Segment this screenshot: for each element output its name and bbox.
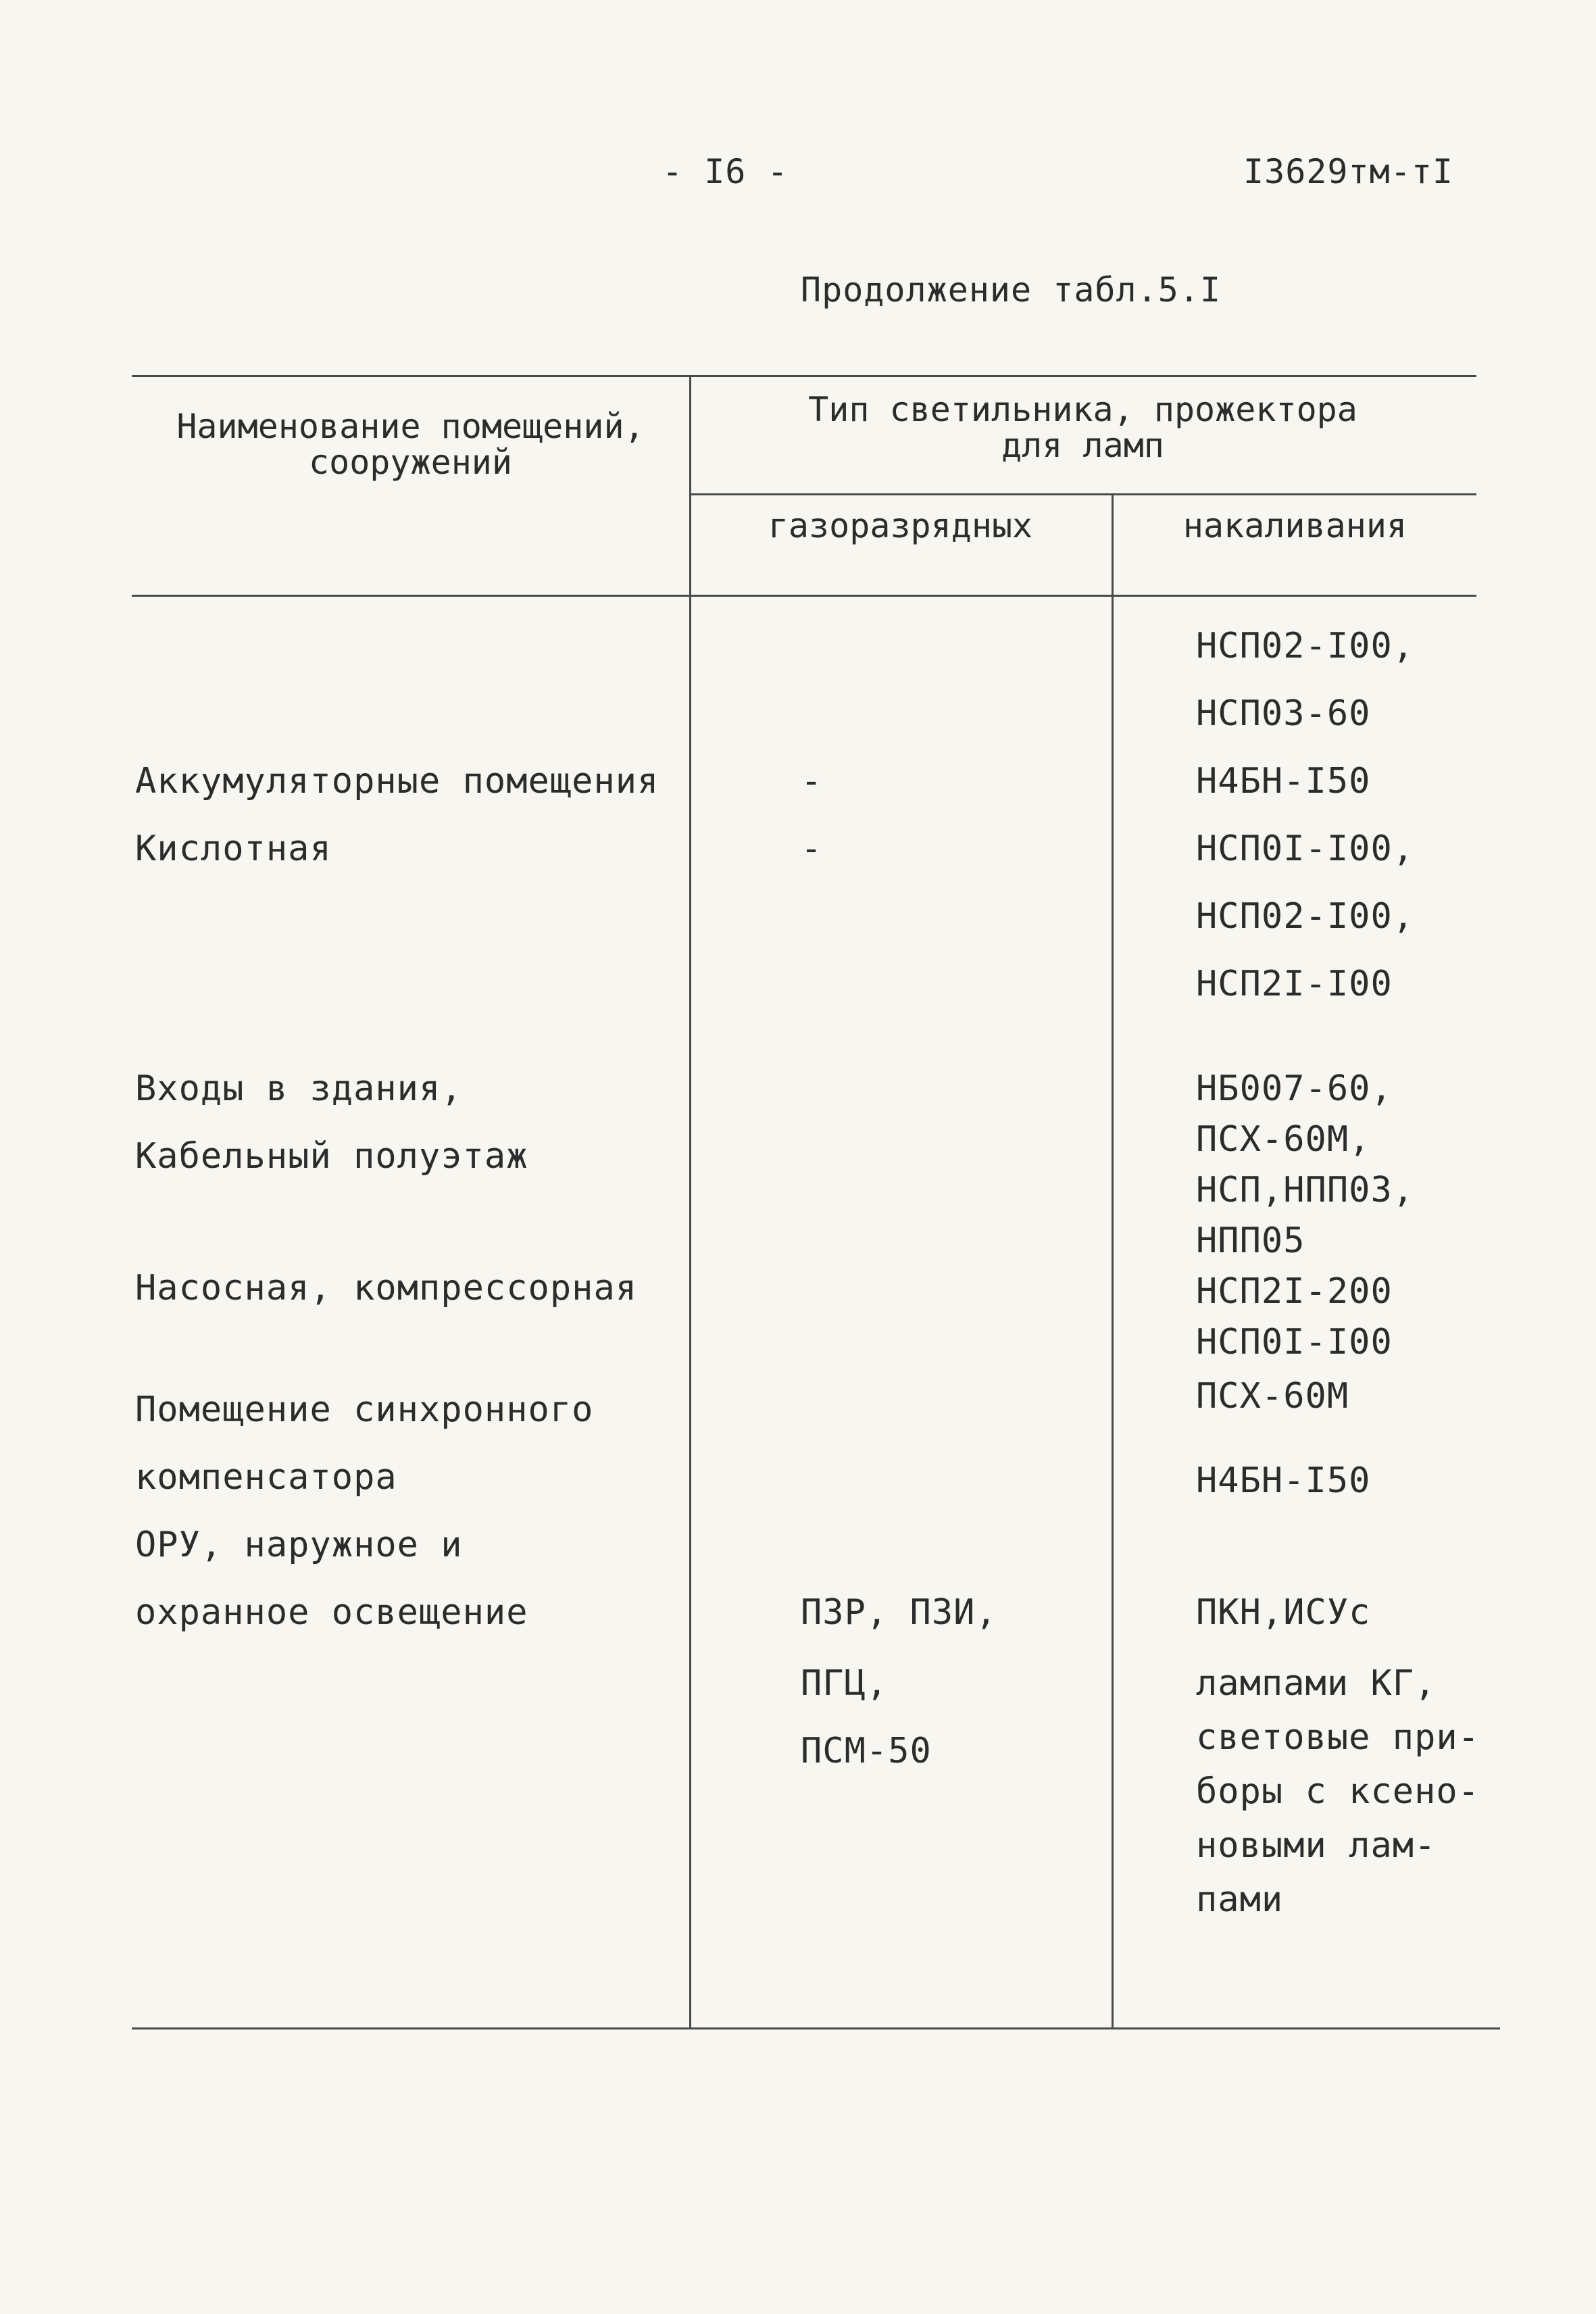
header-fixture-type <box>689 392 1476 463</box>
header-fixture-type-line2: для ламп <box>1001 425 1164 465</box>
table-bottom-rule <box>132 2027 1500 2029</box>
incandescent-fixture: боры с ксено- <box>1196 1771 1480 1812</box>
incandescent-fixture: ПСХ-60М <box>1196 1376 1349 1417</box>
header-fixture-type-line1: Тип светильника, прожектора <box>808 390 1357 429</box>
incandescent-fixture: НСП2I-I00 <box>1196 964 1393 1004</box>
incandescent-fixture: Н4БН-I50 <box>1196 1460 1371 1501</box>
incandescent-fixture: НСП,НПП03, <box>1196 1170 1415 1210</box>
header-room-name-line2: сооружений <box>308 442 513 482</box>
incandescent-fixture: НБ007-60, <box>1196 1068 1393 1109</box>
table-top-rule <box>132 375 1476 377</box>
column-divider-1 <box>689 375 691 2027</box>
incandescent-fixture: ПСХ-60М, <box>1196 1119 1371 1160</box>
subheader-rule <box>689 493 1476 495</box>
column-divider-2 <box>1112 493 1114 2027</box>
incandescent-fixture: Н4БН-I50 <box>1196 761 1371 802</box>
header-room-name-line1: Наименование помещений, <box>176 407 645 446</box>
document-code: I3629тм-тI <box>1243 152 1454 191</box>
page-number: - I6 - <box>662 152 789 191</box>
room-name: Кабельный полуэтаж <box>135 1136 528 1177</box>
incandescent-fixture: новыми лам- <box>1196 1825 1437 1866</box>
incandescent-fixture: НСП02-I00, <box>1196 896 1415 937</box>
gas-fixture: - <box>801 829 823 869</box>
incandescent-fixture: лампами КГ, <box>1196 1663 1437 1704</box>
gas-fixture: - <box>801 761 823 802</box>
gas-fixture: ПЗР, ПЗИ, <box>801 1592 997 1633</box>
incandescent-fixture: НПП05 <box>1196 1221 1305 1261</box>
room-name: ОРУ, наружное и <box>135 1525 463 1565</box>
room-name: Помещение синхронного <box>135 1389 594 1430</box>
room-name: Кислотная <box>135 829 332 869</box>
incandescent-fixture: НСП2I-200 <box>1196 1271 1393 1312</box>
incandescent-fixture: НСП02-I00, <box>1196 626 1415 666</box>
gas-fixture: ПСМ-50 <box>801 1731 932 1771</box>
room-name: охранное освещение <box>135 1592 528 1633</box>
room-name: компенсатора <box>135 1457 397 1498</box>
incandescent-fixture: НСП0I-I00 <box>1196 1322 1393 1362</box>
gas-fixture: ПГЦ, <box>801 1663 889 1704</box>
room-name: Входы в здания, <box>135 1068 463 1109</box>
incandescent-fixture: ПКН,ИСУс <box>1196 1592 1371 1633</box>
incandescent-fixture: пами <box>1196 1879 1284 1920</box>
incandescent-fixture: НСП03-60 <box>1196 693 1371 734</box>
incandescent-fixture: НСП0I-I00, <box>1196 829 1415 869</box>
header-room-name <box>132 409 689 480</box>
room-name: Аккумуляторные помещения <box>135 761 659 802</box>
header-bottom-rule <box>132 595 1476 597</box>
room-name: Насосная, компрессорная <box>135 1268 638 1308</box>
incandescent-fixture: световые при- <box>1196 1717 1480 1758</box>
table-continuation-caption: Продолжение табл.5.I <box>801 270 1222 310</box>
header-incandescent: накаливания <box>1182 506 1407 545</box>
header-gas-discharge: газоразрядных <box>768 506 1033 545</box>
